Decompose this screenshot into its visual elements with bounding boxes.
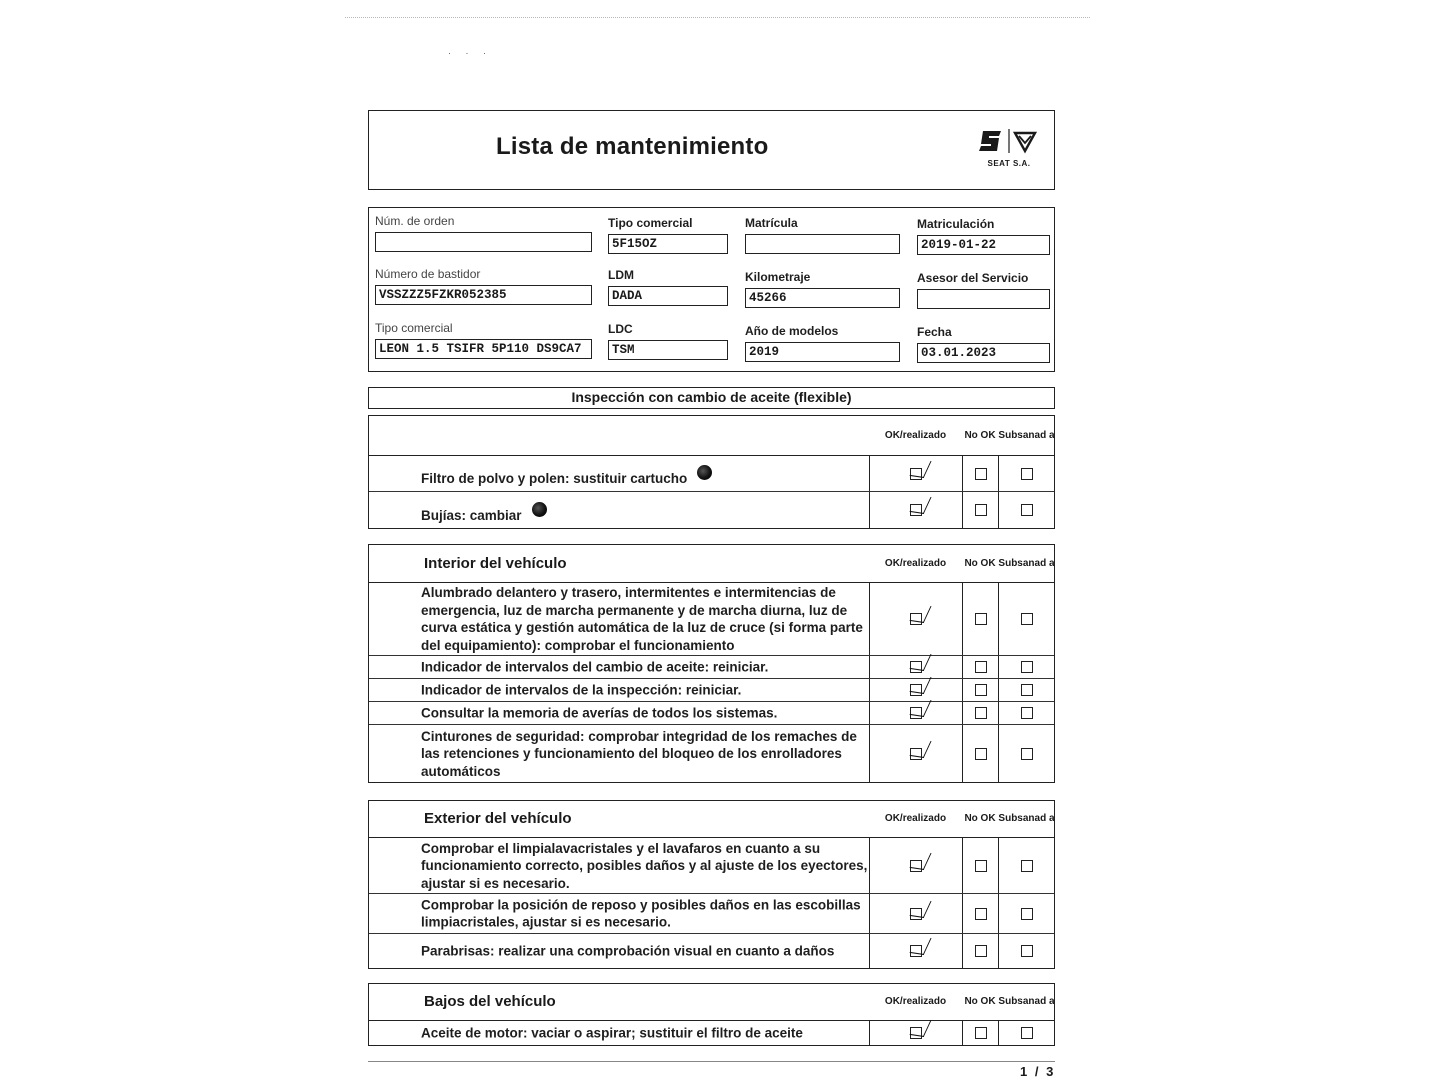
ok-checkbox[interactable]: [910, 1027, 922, 1039]
checklist-section-exterior: [368, 800, 1055, 969]
field-ldm: [608, 268, 728, 306]
cell-no-ok: [962, 583, 998, 655]
col-header-no-ok: No OK: [964, 557, 996, 569]
ok-checkbox[interactable]: [910, 661, 922, 673]
cell-no-ok: [962, 679, 998, 701]
checklist-row: [369, 492, 1054, 528]
cell-subsanada: [998, 492, 1055, 528]
col-header-ok: OK/realizado: [884, 996, 947, 1007]
field-tipo-comercial-name: [375, 321, 592, 359]
item-text: Parabrisas: realizar una comprobación visual en cuanto a daños: [421, 943, 835, 959]
field-ldc: [608, 322, 728, 360]
cell-no-ok: [962, 456, 998, 491]
col-header-subsanada: Subsanad a: [998, 813, 1055, 824]
section-title: Interior del vehículo: [424, 555, 567, 572]
marker-dot-icon: [532, 502, 547, 517]
subsanada-checkbox[interactable]: [1021, 860, 1033, 872]
checklist-row: [369, 679, 1054, 702]
subsanada-checkbox[interactable]: [1021, 504, 1033, 516]
ok-checkbox[interactable]: [910, 748, 922, 760]
cell-ok: [869, 656, 962, 678]
checklist-row: [369, 894, 1054, 934]
checklist-row: [369, 934, 1054, 968]
matricula-input[interactable]: [745, 234, 900, 254]
subsanada-checkbox[interactable]: [1021, 945, 1033, 957]
col-header-subsanada: Subsanad a: [998, 429, 1055, 441]
col-header-subsanada: Subsanad a: [998, 557, 1055, 569]
cell-no-ok: [962, 725, 998, 782]
field-label: Tipo comercial: [375, 321, 453, 335]
field-label: LDM: [608, 268, 634, 282]
field-label: Fecha: [917, 325, 952, 339]
field-label: Matrícula: [745, 216, 798, 230]
brand-block: [977, 125, 1037, 175]
checklist-header: [369, 416, 1054, 456]
seat-logo-icon: [979, 131, 1001, 151]
item-text: Indicador de intervalos del cambio de aceite: reiniciar.: [421, 659, 769, 675]
ok-checkbox[interactable]: [910, 945, 922, 957]
cell-ok: [869, 725, 962, 782]
checklist-row: [369, 725, 1054, 782]
no-ok-checkbox[interactable]: [975, 684, 987, 696]
cell-subsanada: [998, 679, 1055, 701]
section-title: Bajos del vehículo: [424, 993, 556, 1010]
cupra-logo-icon: [1015, 133, 1035, 151]
item-text: Aceite de motor: vaciar o aspirar; sustituir el filtro de aceite: [421, 1025, 803, 1041]
no-ok-checkbox[interactable]: [975, 1027, 987, 1039]
cell-subsanada: [998, 725, 1055, 782]
col-header-no-ok: No OK: [964, 813, 996, 824]
field-matriculacion: [917, 217, 1050, 255]
checklist-section-bajos: [368, 983, 1055, 1046]
cell-ok: [869, 702, 962, 724]
cell-ok: [869, 934, 962, 968]
cell-ok: [869, 492, 962, 528]
cell-ok: [869, 1021, 962, 1045]
checklist-row: [369, 456, 1054, 492]
col-header-no-ok: No OK: [964, 429, 996, 441]
col-header-ok: OK/realizado: [884, 557, 947, 569]
item-label: Bujías: cambiar: [421, 507, 522, 523]
checklist-row: [369, 838, 1054, 894]
fecha-input[interactable]: 03.01.2023: [917, 343, 1050, 363]
ok-checkbox[interactable]: [910, 504, 922, 516]
field-label: Matriculación: [917, 217, 995, 231]
subsanada-checkbox[interactable]: [1021, 613, 1033, 625]
field-fecha: [917, 325, 1050, 363]
no-ok-checkbox[interactable]: [975, 613, 987, 625]
ok-checkbox[interactable]: [910, 684, 922, 696]
cell-subsanada: [998, 583, 1055, 655]
field-label: LDC: [608, 322, 633, 336]
ok-checkbox[interactable]: [910, 860, 922, 872]
item-text: Alumbrado delantero y trasero, intermitentes e intermitencias de emergencia, luz de marcha permanente y de marcha diurna, luz de curva estática y gestión automática de la luz de cruce (si forma parte del equipamiento): comprobar el funcionamiento: [421, 585, 863, 653]
no-ok-checkbox[interactable]: [975, 468, 987, 480]
field-tipo-comercial-code: [608, 216, 728, 254]
asesor-input[interactable]: [917, 289, 1050, 309]
field-label: Año de modelos: [745, 324, 839, 338]
field-label: Tipo comercial: [608, 216, 693, 230]
item-text: Consultar la memoria de averías de todos los sistemas.: [421, 705, 778, 721]
checklist-header: [369, 801, 1054, 838]
subsanada-checkbox[interactable]: [1021, 468, 1033, 480]
ldc-input[interactable]: TSM: [608, 340, 728, 360]
num-orden-input[interactable]: [375, 232, 592, 252]
item-text: Indicador de intervalos de la inspección: reiniciar.: [421, 682, 742, 698]
field-label: Asesor del Servicio: [917, 271, 1029, 285]
subsanada-checkbox[interactable]: [1021, 748, 1033, 760]
inspection-title: Inspección con cambio de aceite (flexible): [368, 387, 1055, 409]
field-kilometraje: [745, 270, 900, 308]
item-text: Cinturones de seguridad: comprobar integridad de los remaches de las retenciones y funcionamiento del bloqueo de los enrolladores automáticos: [421, 728, 857, 779]
tipo-comercial-code-input[interactable]: 5F15OZ: [608, 234, 728, 254]
field-label: Kilometraje: [745, 270, 811, 284]
cell-no-ok: [962, 934, 998, 968]
no-ok-checkbox[interactable]: [975, 748, 987, 760]
vehicle-info-box: [368, 207, 1055, 372]
cell-no-ok: [962, 702, 998, 724]
marker-dot-icon: [697, 465, 712, 480]
field-matricula: [745, 216, 900, 254]
subsanada-checkbox[interactable]: [1021, 908, 1033, 920]
document-header: [368, 110, 1055, 190]
cell-ok: [869, 583, 962, 655]
item-label: Filtro de polvo y polen: sustituir cartucho: [421, 470, 688, 486]
cell-no-ok: [962, 894, 998, 933]
subsanada-checkbox[interactable]: [1021, 684, 1033, 696]
section-title: Exterior del vehículo: [424, 810, 572, 827]
checklist-header: [369, 984, 1054, 1021]
cell-no-ok: [962, 656, 998, 678]
no-ok-checkbox[interactable]: [975, 860, 987, 872]
checklist-row: [369, 1021, 1054, 1045]
ok-checkbox[interactable]: [910, 613, 922, 625]
cell-subsanada: [998, 456, 1055, 491]
cell-subsanada: [998, 934, 1055, 968]
cell-subsanada: [998, 656, 1055, 678]
matriculacion-input[interactable]: 2019-01-22: [917, 235, 1050, 255]
tipo-comercial-name-input[interactable]: LEON 1.5 TSIFR 5P110 DS9CA7: [375, 339, 592, 359]
no-ok-checkbox[interactable]: [975, 661, 987, 673]
subsanada-checkbox[interactable]: [1021, 1027, 1033, 1039]
cell-no-ok: [962, 492, 998, 528]
subsanada-checkbox[interactable]: [1021, 661, 1033, 673]
scan-specks: · · ·: [448, 48, 492, 58]
no-ok-checkbox[interactable]: [975, 945, 987, 957]
col-header-subsanada: Subsanad a: [998, 996, 1055, 1007]
item-text: Comprobar el limpialavacristales y el lavafaros en cuanto a su funcionamiento correcto, posibles daños y al ajuste de los eyectores, ajustar si es necesario.: [421, 840, 868, 891]
cell-ok: [869, 894, 962, 933]
cell-ok: [869, 679, 962, 701]
no-ok-checkbox[interactable]: [975, 504, 987, 516]
no-ok-checkbox[interactable]: [975, 707, 987, 719]
checklist-header: [369, 545, 1054, 583]
field-label: Núm. de orden: [375, 214, 455, 228]
field-anio-modelos: [745, 324, 900, 362]
checklist-row: [369, 656, 1054, 679]
item-text: Comprobar la posición de reposo y posibles daños en las escobillas limpiacristales, ajustar si es necesario.: [421, 897, 861, 930]
cell-no-ok: [962, 838, 998, 893]
anio-modelos-input[interactable]: 2019: [745, 342, 900, 362]
ok-checkbox[interactable]: [910, 707, 922, 719]
cell-subsanada: [998, 1021, 1055, 1045]
ok-checkbox[interactable]: [910, 468, 922, 480]
col-header-ok: OK/realizado: [884, 429, 947, 441]
cell-no-ok: [962, 1021, 998, 1045]
scan-edge-line: [345, 17, 1090, 18]
cell-ok: [869, 838, 962, 893]
footer-line: [368, 1061, 1055, 1062]
brand-caption: SEAT S.A.: [987, 159, 1031, 168]
item-text: [421, 507, 869, 525]
field-num-orden: [375, 214, 592, 252]
field-label: Número de bastidor: [375, 267, 481, 281]
page-number: 1 / 3: [1020, 1064, 1056, 1079]
checklist-row: [369, 702, 1054, 725]
cell-ok: [869, 456, 962, 491]
col-header-ok: OK/realizado: [884, 813, 947, 824]
bastidor-input[interactable]: VSSZZZ5FZKR052385: [375, 285, 592, 305]
item-text: [421, 470, 869, 488]
cell-subsanada: [998, 894, 1055, 933]
checklist-section-interior: [368, 544, 1055, 783]
checklist-section-general: [368, 415, 1055, 529]
cell-subsanada: [998, 702, 1055, 724]
col-header-no-ok: No OK: [964, 996, 996, 1007]
ok-checkbox[interactable]: [910, 908, 922, 920]
kilometraje-input[interactable]: 45266: [745, 288, 900, 308]
subsanada-checkbox[interactable]: [1021, 707, 1033, 719]
field-asesor: [917, 271, 1050, 309]
cell-subsanada: [998, 838, 1055, 893]
field-bastidor: [375, 267, 592, 305]
no-ok-checkbox[interactable]: [975, 908, 987, 920]
ldm-input[interactable]: DADA: [608, 286, 728, 306]
brand-logos: [977, 125, 1041, 157]
checklist-row: [369, 583, 1054, 656]
document-title: Lista de mantenimiento: [496, 133, 769, 160]
